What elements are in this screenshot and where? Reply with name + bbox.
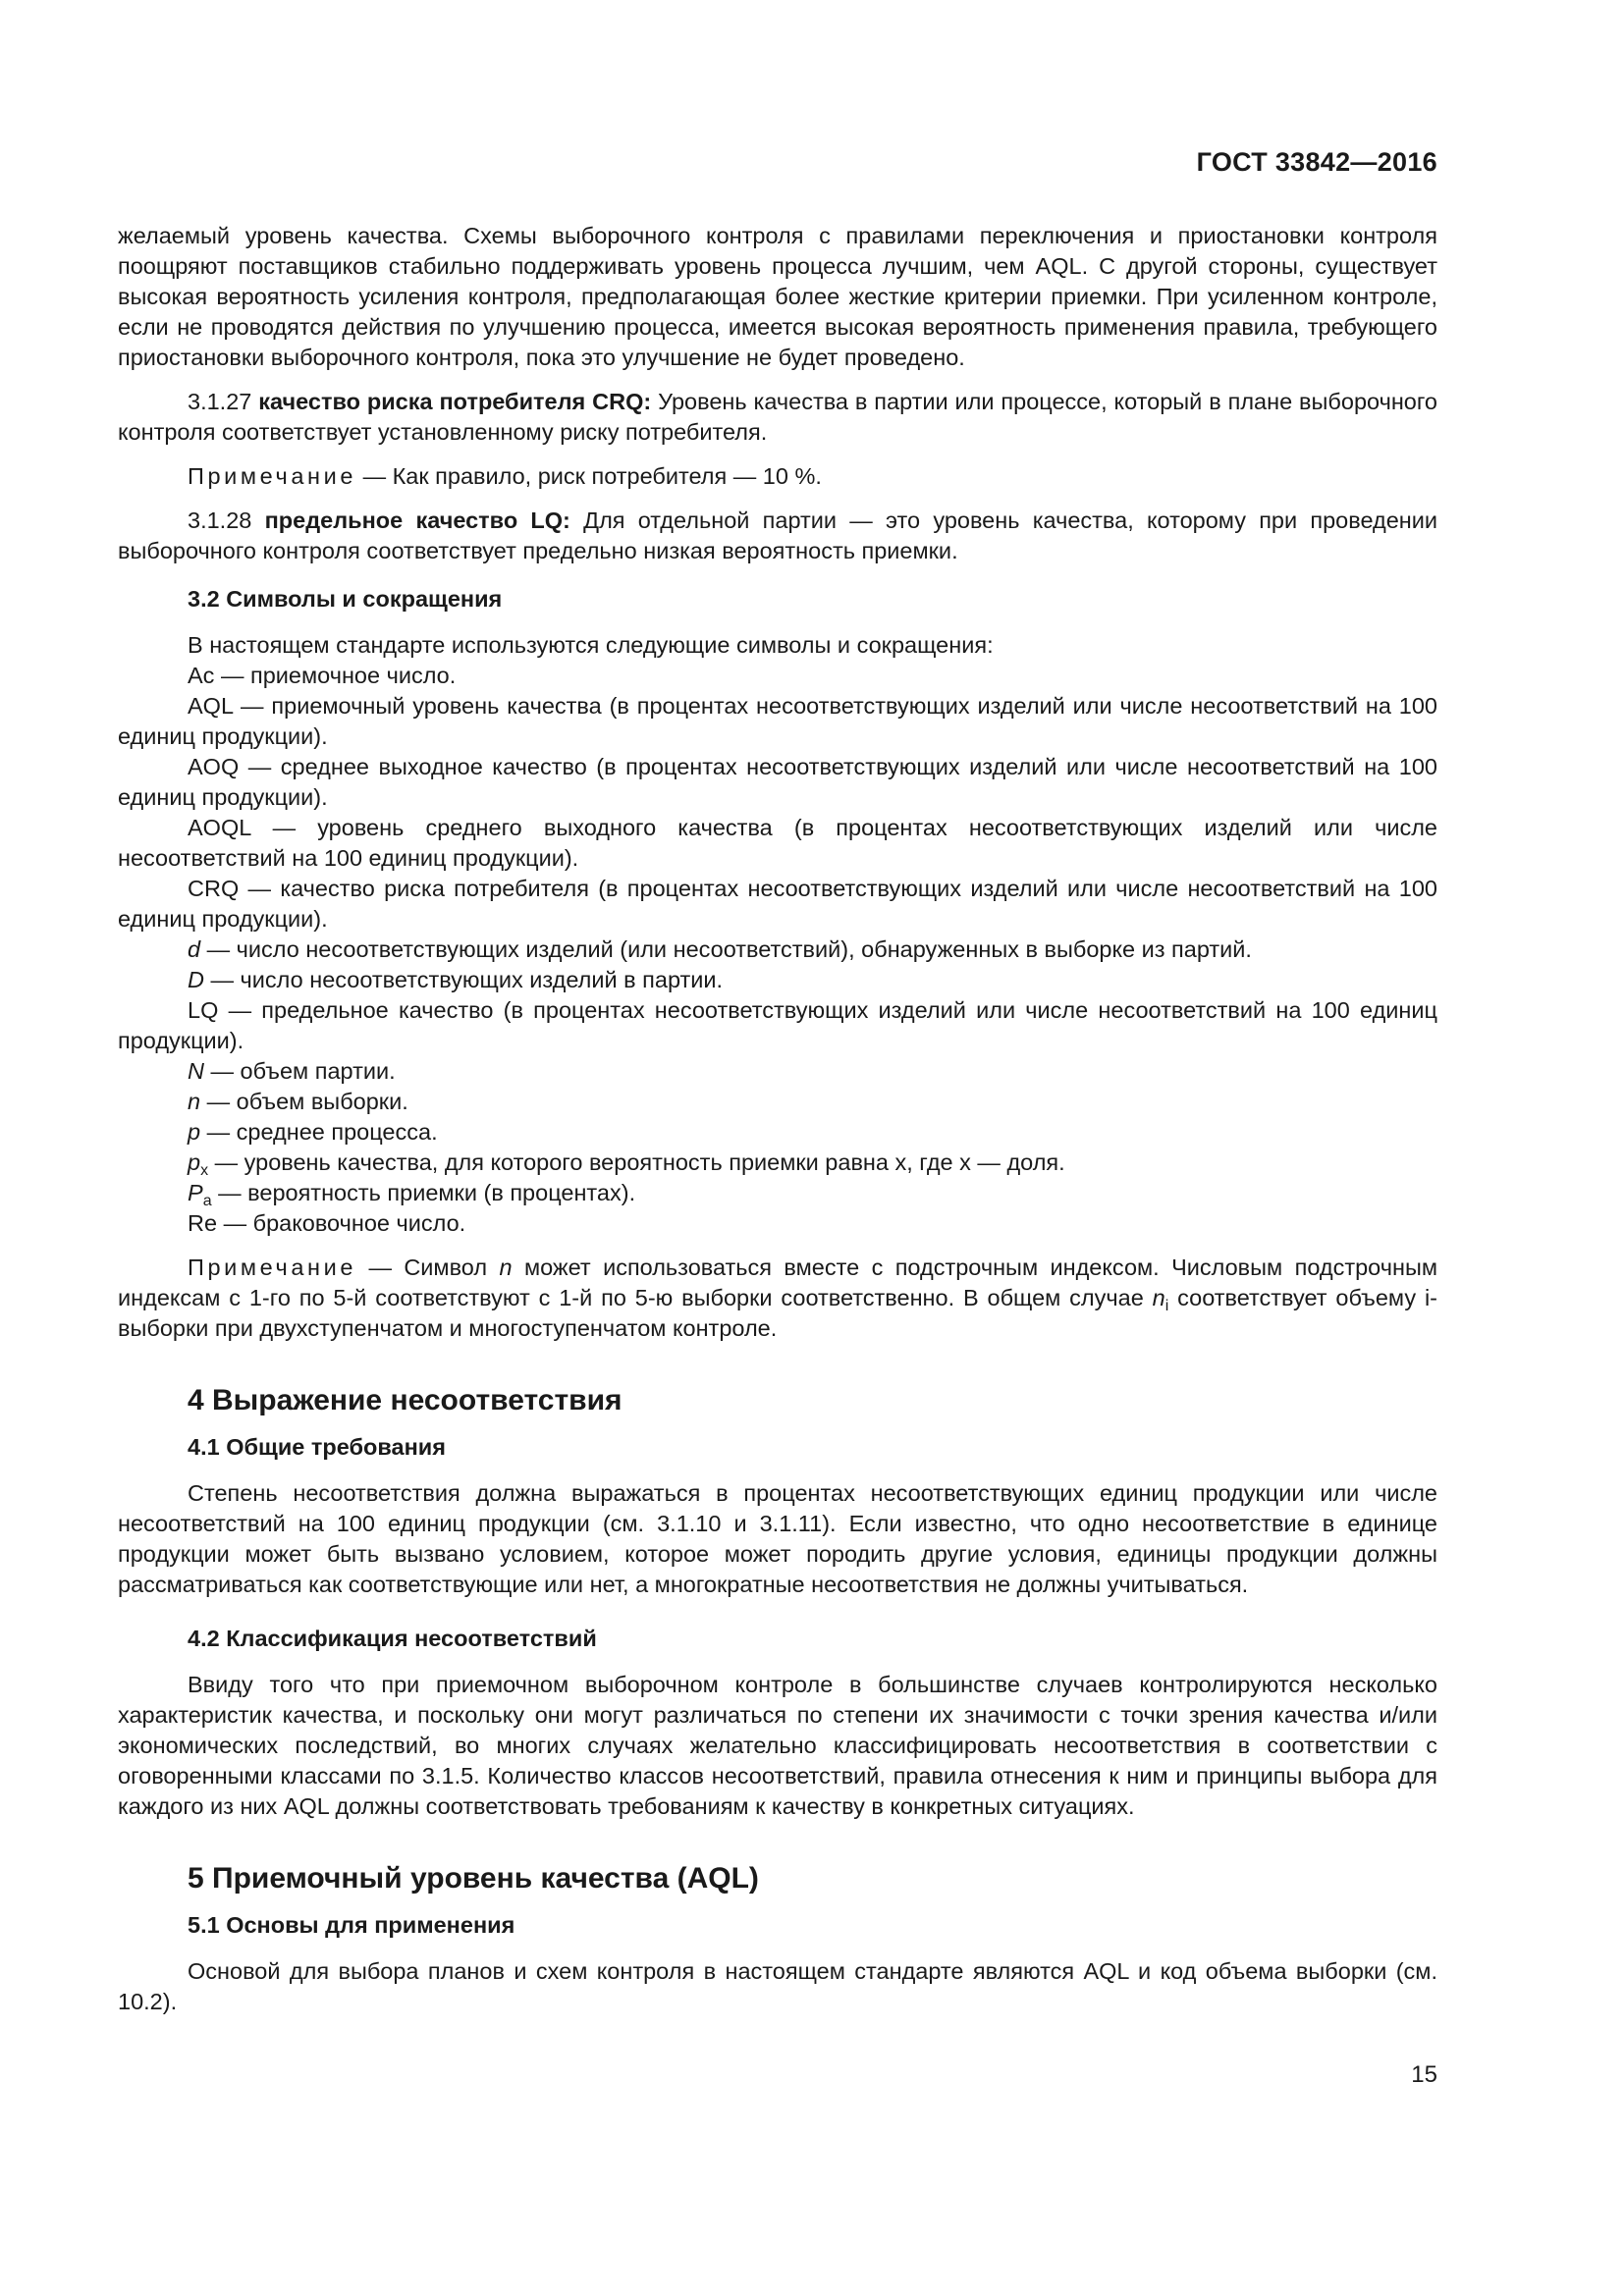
- symbol-item: [118, 934, 1437, 965]
- section-5-1-text: Основой для выбора планов и схем контроля в настоящем стандарте являются AQL и код объема выборки (см. 10.2).: [118, 1958, 1437, 2014]
- document-code-header: ГОСТ 33842—2016: [1196, 147, 1437, 177]
- section-5-1-title: 5.1 Основы для применения: [188, 1912, 515, 1938]
- symbol-item: [118, 1208, 1437, 1239]
- symbol-description: — приемочное число.: [214, 663, 457, 688]
- symbol-item: [118, 1117, 1437, 1148]
- symbol-description: — вероятность приемки (в процентах).: [211, 1180, 636, 1205]
- symbol-description: — число несоответствующих изделий в партии.: [203, 967, 724, 992]
- symbol: AOQ: [188, 754, 240, 779]
- symbol-item: [118, 1178, 1437, 1208]
- symbol: n: [188, 1089, 201, 1114]
- symbol-description: — объем партии.: [203, 1058, 396, 1084]
- symbol-item: [118, 661, 1437, 691]
- symbol: AQL: [188, 693, 234, 719]
- symbol-item: [118, 691, 1437, 752]
- section-4-2-text: Ввиду того что при приемочном выборочном контроле в большинстве случаев контролируются несколько характеристик качества, и поскольку они могут различаться по степени их значимости с точки зрения качества и/или экономических последствий, во многих случаях желательно классифицировать несоответствия в соответствии с оговоренными классами по 3.1.5. Количество классов несоответствий, правила отнесения к ним и принципы выбора для каждого из них AQL должны соответствовать требованиям к качеству в конкретных ситуациях.: [118, 1672, 1437, 1819]
- definition-3-1-27: [118, 387, 1437, 448]
- symbol-description: — среднее выходное качество (в процентах несоответствующих изделий или числе несоответствий на 100 единиц продукции).: [118, 754, 1437, 810]
- symbol-description: — объем выборки.: [200, 1089, 408, 1114]
- symbol-description: — число несоответствующих изделий (или несоответствий), обнаруженных в выборке из партий.: [200, 936, 1252, 962]
- note-3-1-27: [118, 461, 1437, 492]
- symbol-item: [118, 1056, 1437, 1087]
- definition-text: Уровень качества в партии или процессе, который в плане выборочного контроля соответствует установленному риску потребителя.: [118, 389, 1437, 445]
- symbol-item: [118, 874, 1437, 934]
- section-4-1-title: 4.1 Общие требования: [188, 1434, 446, 1460]
- page-content: [118, 221, 1437, 2017]
- symbol-description: — уровень качества, для которого вероятность приемки равна x, где x — доля.: [208, 1149, 1065, 1175]
- section-4-1-text: Степень несоответствия должна выражаться в процентах несоответствующих единиц продукции или числе несоответствий на 100 единиц продукции (см. 3.1.10 и 3.1.11). Если известно, что одно несоответствие в единице продукции может быть вызвано условием, которое может породить другие условия, единицы продукции должны рассматриваться как соответствующие или нет, а многократные несоответствия не должны учитываться.: [118, 1480, 1437, 1597]
- note-3-2: Примечание — Символ n может использоваться вместе с подстрочным индексом. Числовым подстрочным индексам с 1-го по 5-й соответствуют с 1-й по 5-ю выборки соответственно. В общем случае $n_i$ соответствует объему i-выборки при двухступенчатом и многоступенчатом контроле.: [118, 1255, 1437, 1341]
- section-4-title: 4 Выражение несоответствия: [188, 1384, 623, 1416]
- symbol: D: [188, 967, 204, 992]
- symbol-description: — качество риска потребителя (в процентах несоответствующих изделий или числе несоответствий на 100 единиц продукции).: [118, 876, 1437, 932]
- symbol-list: [118, 661, 1437, 1239]
- symbols-intro: В настоящем стандарте используются следующие символы и сокращения:: [188, 632, 994, 658]
- term: предельное качество LQ:: [264, 507, 570, 533]
- symbol-description: — среднее процесса.: [200, 1119, 438, 1145]
- symbol: P: [188, 1180, 203, 1205]
- symbol: Re: [188, 1210, 218, 1236]
- intro-paragraph: желаемый уровень качества. Схемы выборочного контроля с правилами переключения и приостановки контроля поощряют поставщиков стабильно поддерживать уровень процесса лучшим, чем AQL. С другой стороны, существует высокая вероятность усиления контроля, предполагающая более жесткие критерии приемки. При усиленном контроле, если не проводятся действия по улучшению процесса, имеется высокая вероятность применения правила, требующего приостановки выборочного контроля, пока это улучшение не будет проведено.: [118, 223, 1437, 370]
- symbol: Ac: [188, 663, 215, 688]
- clause-number: 3.1.27: [188, 389, 252, 414]
- symbol-description: — уровень среднего выходного качества (в процентах несоответствующих изделий или числе несоответствий на 100 единиц продукции).: [118, 815, 1437, 871]
- note-label: Примечание: [188, 1255, 357, 1280]
- clause-number: 3.1.28: [188, 507, 252, 533]
- page-number: 15: [1411, 2061, 1437, 2088]
- symbol: p: [188, 1119, 201, 1145]
- symbol: d: [188, 936, 201, 962]
- term: качество риска потребителя CRQ:: [258, 389, 652, 414]
- section-3-2-title: 3.2 Символы и сокращения: [188, 586, 503, 612]
- symbol-description: — приемочный уровень качества (в процентах несоответствующих изделий или числе несоответствий на 100 единиц продукции).: [118, 693, 1437, 749]
- symbol-description: — предельное качество (в процентах несоответствующих изделий или числе несоответствий на 100 единиц продукции).: [118, 997, 1437, 1053]
- symbol-item: [118, 1148, 1437, 1178]
- symbol-description: — браковочное число.: [217, 1210, 466, 1236]
- symbol-subscript: x: [200, 1162, 209, 1179]
- symbol-item: [118, 752, 1437, 813]
- symbol-item: [118, 813, 1437, 874]
- definition-text: Для отдельной партии — это уровень качества, которому при проведении выборочного контроля соответствует предельно низкая вероятность приемки.: [118, 507, 1438, 563]
- symbol-item: [118, 1087, 1437, 1117]
- section-4-2-title: 4.2 Классификация несоответствий: [188, 1626, 597, 1651]
- symbol-subscript: a: [202, 1193, 212, 1209]
- definition-3-1-28: [118, 506, 1437, 566]
- symbol: AOQL: [188, 815, 251, 840]
- symbol: LQ: [188, 997, 219, 1023]
- symbol-item: [118, 995, 1437, 1056]
- section-5-title: 5 Приемочный уровень качества (AQL): [188, 1862, 759, 1895]
- symbol: CRQ: [188, 876, 240, 901]
- note-label: Примечание: [188, 463, 357, 489]
- note-text: — Как правило, риск потребителя — 10 %.: [362, 463, 822, 489]
- symbol: N: [188, 1058, 204, 1084]
- symbol-item: [118, 965, 1437, 995]
- symbol: p: [188, 1149, 201, 1175]
